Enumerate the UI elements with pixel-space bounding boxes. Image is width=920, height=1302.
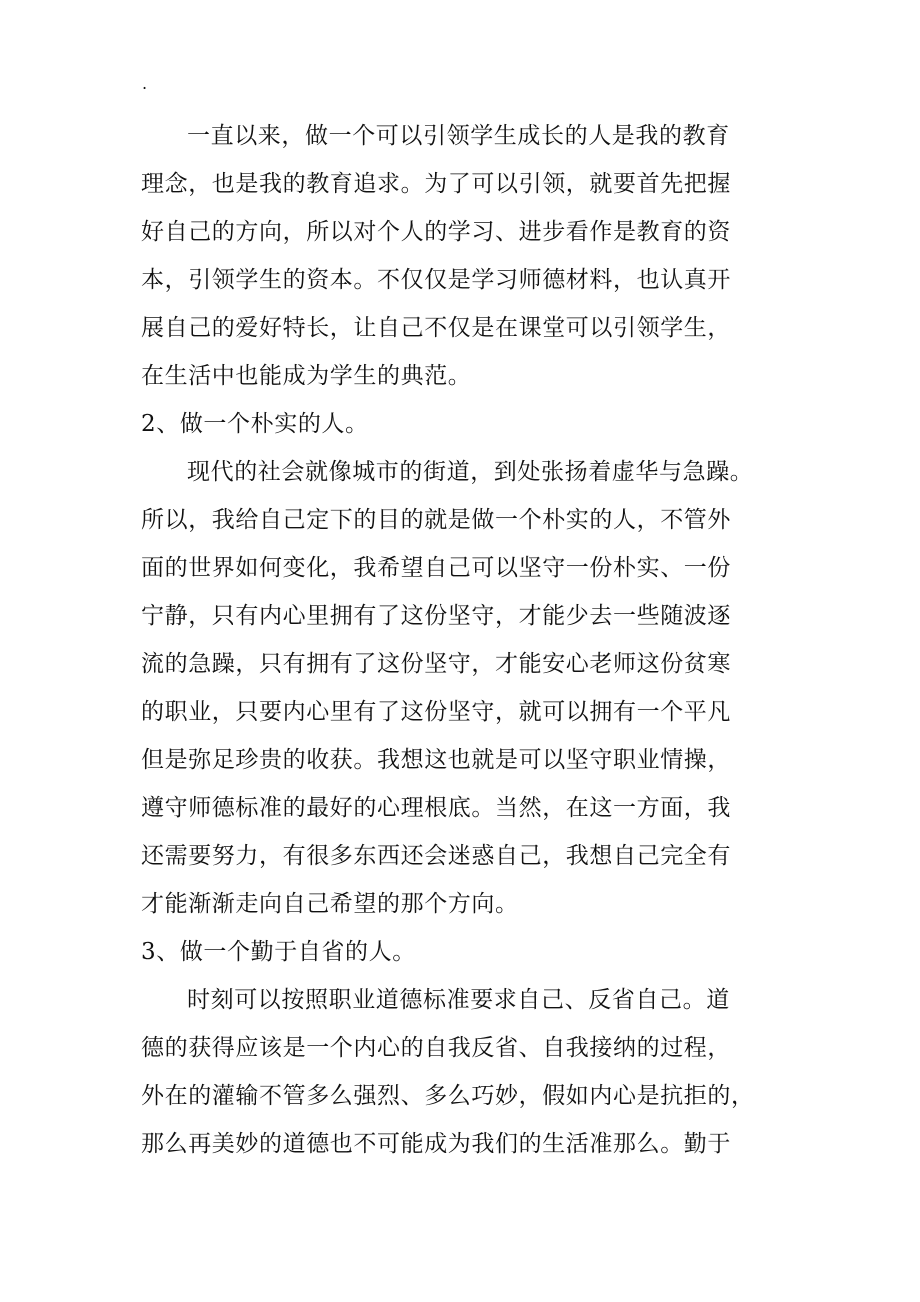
section-heading: 2、做一个朴实的人。	[141, 411, 369, 437]
text-line: 所以，我给自己定下的目的就是做一个朴实的人，不管外	[141, 507, 731, 533]
text-line: 理念，也是我的教育追求。为了可以引领，就要首先把握	[141, 171, 731, 197]
text-line: 还需要努力，有很多东西还会迷惑自己，我想自己完全有	[141, 843, 731, 869]
text-line: 流的急躁，只有拥有了这份坚守，才能安心老师这份贫寒	[141, 651, 731, 677]
text-line: 那么再美妙的道德也不可能成为我们的生活准那么。勤于	[141, 1131, 731, 1157]
text-line: 遵守师德标准的最好的心理根底。当然，在这一方面，我	[141, 795, 731, 821]
text-line: 的职业，只要内心里有了这份坚守，就可以拥有一个平凡	[141, 699, 731, 725]
text-line: 时刻可以按照职业道德标准要求自己、反省自己。道	[187, 987, 730, 1013]
text-line: 现代的社会就像城市的街道，到处张扬着虚华与急躁。	[187, 459, 754, 485]
section-heading: 3、做一个勤于自省的人。	[141, 939, 416, 965]
text-line: 德的获得应该是一个内心的自我反省、自我接纳的过程，	[141, 1035, 731, 1061]
text-line: 展自己的爱好特长，让自己不仅是在课堂可以引领学生，	[141, 315, 731, 341]
text-line: 本，引领学生的资本。不仅仅是学习师德材料，也认真开	[141, 267, 731, 293]
text-line: 在生活中也能成为学生的典范。	[141, 363, 472, 389]
text-line: 但是弥足珍贵的收获。我想这也就是可以坚守职业情操，	[141, 747, 731, 773]
text-line: 才能渐渐走向自己希望的那个方向。	[141, 891, 519, 917]
text-line: 宁静，只有内心里拥有了这份坚守，才能少去一些随波逐	[141, 603, 731, 629]
text-line: 外在的灌输不管多么强烈、多么巧妙，假如内心是抗拒的，	[141, 1083, 755, 1109]
page-marker: .	[142, 74, 148, 93]
text-line: 一直以来，做一个可以引领学生成长的人是我的教育	[187, 123, 730, 149]
text-line: 面的世界如何变化，我希望自己可以坚守一份朴实、一份	[141, 555, 731, 581]
text-line: 好自己的方向，所以对个人的学习、进步看作是教育的资	[141, 219, 731, 245]
